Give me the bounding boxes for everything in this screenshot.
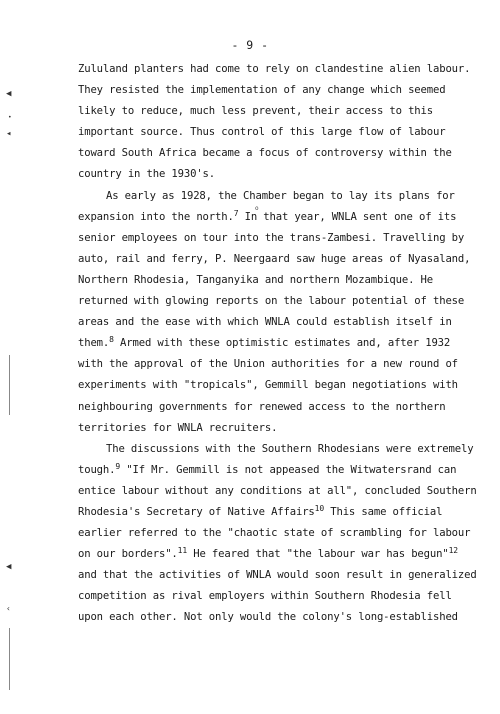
text-line bbox=[78, 481, 478, 502]
text-line bbox=[78, 228, 478, 249]
text-line bbox=[78, 291, 478, 312]
text-line bbox=[78, 101, 478, 122]
text-line bbox=[78, 312, 478, 333]
text-line bbox=[78, 544, 478, 565]
text-line-content: competition as rival employers within Southern Rhodesia fell bbox=[78, 590, 452, 603]
text-line-content: tough. bbox=[78, 463, 116, 476]
text-line-content: with the approval of the Union authorities for a new round of bbox=[78, 358, 458, 371]
text-line-content: toward South Africa became a focus of controversy within the bbox=[78, 147, 452, 160]
text-line bbox=[78, 143, 478, 164]
text-line-content: areas and the ease with which WNLA could establish itself in bbox=[78, 316, 452, 329]
text-line-content: The discussions with the Southern Rhodesians were extremely bbox=[106, 442, 474, 455]
text-line-content: Armed with these optimistic estimates and, after 1932 bbox=[113, 337, 451, 350]
text-line-content: them. bbox=[78, 337, 110, 350]
text-line-content: on our borders". bbox=[78, 548, 178, 561]
margin-rule bbox=[9, 355, 10, 415]
text-line-content: experiments with "tropicals", Gemmill began negotiations with bbox=[78, 379, 458, 392]
body-text bbox=[78, 59, 478, 629]
text-line-content: Rhodesia's Secretary of Native Affairs bbox=[78, 505, 315, 518]
text-line bbox=[78, 354, 478, 375]
margin-mark: ◀ bbox=[6, 89, 12, 99]
text-line bbox=[78, 249, 478, 270]
text-line bbox=[78, 397, 478, 418]
margin-mark: ‹ bbox=[6, 604, 11, 613]
text-line bbox=[78, 439, 478, 460]
text-line bbox=[78, 607, 478, 628]
text-line-content: important source. Thus control of this large flow of labour bbox=[78, 126, 446, 139]
text-line-content: earlier referred to the "chaotic state of scrambling for labour bbox=[78, 527, 471, 540]
page-number: - 9 - bbox=[231, 38, 269, 52]
text-line-content: Zululand planters had come to rely on clandestine alien labour. bbox=[78, 63, 471, 75]
stray-mark: o bbox=[255, 205, 259, 212]
footnote-ref: 8 bbox=[109, 335, 114, 345]
text-line bbox=[78, 523, 478, 544]
text-line-content: returned with glowing reports on the labour potential of these bbox=[78, 295, 465, 308]
margin-mark: • bbox=[8, 114, 12, 121]
text-line-content: senior employees on tour into the trans-Zambesi. Travelling by bbox=[78, 231, 465, 244]
text-line-content: territories for WNLA recruiters. bbox=[78, 421, 278, 434]
text-line-content: This same official bbox=[324, 505, 443, 518]
text-line bbox=[78, 375, 478, 396]
text-line bbox=[78, 186, 478, 207]
margin-mark: ◀ bbox=[6, 562, 12, 572]
text-line-content: neighbouring governments for renewed access to the northern bbox=[78, 400, 446, 413]
text-line bbox=[78, 460, 478, 481]
text-line bbox=[78, 586, 478, 607]
text-line-content: Northern Rhodesia, Tanganyika and northern Mozambique. He bbox=[78, 273, 433, 286]
margin-rule bbox=[9, 628, 10, 690]
text-line-content: and that the activities of WNLA would soon result in generalized bbox=[78, 569, 477, 582]
footnote-ref: 9 bbox=[115, 461, 121, 471]
text-line bbox=[78, 122, 478, 143]
footnote-ref: 12 bbox=[448, 546, 458, 556]
text-line-content: country in the 1930's. bbox=[78, 168, 216, 181]
footnote-ref: 10 bbox=[314, 503, 325, 513]
text-line-content: auto, rail and ferry, P. Neergaard saw huge areas of Nyasaland, bbox=[78, 252, 471, 265]
footnote-ref: 11 bbox=[177, 546, 187, 556]
text-line bbox=[78, 270, 478, 291]
text-line bbox=[78, 207, 478, 228]
text-line-content: likely to reduce, much less prevent, their access to this bbox=[78, 105, 433, 118]
text-line-content: "If Mr. Gemmill is not appeased the Witwatersrand can bbox=[120, 463, 457, 476]
text-line bbox=[78, 565, 478, 586]
text-line bbox=[78, 59, 478, 80]
text-line-content: As early as 1928, the Chamber began to lay its plans for bbox=[106, 189, 455, 202]
text-line bbox=[78, 502, 478, 523]
text-line bbox=[78, 164, 478, 185]
margin-mark: ◂ bbox=[6, 129, 12, 139]
text-line-content: entice labour without any conditions at all", concluded Southern bbox=[78, 484, 477, 497]
text-line-content: upon each other. Not only would the colony's long-established bbox=[78, 611, 458, 624]
text-line-content: In that year, WNLA sent one of its bbox=[238, 210, 457, 223]
text-line-content: They resisted the implementation of any change which seemed bbox=[78, 84, 446, 97]
footnote-ref: 7 bbox=[233, 208, 239, 218]
text-line-content: He feared that "the labour war has begun" bbox=[187, 548, 449, 561]
text-line bbox=[78, 80, 478, 101]
text-line-content: expansion into the north. bbox=[78, 210, 234, 223]
text-line bbox=[78, 333, 478, 354]
text-line bbox=[78, 418, 478, 439]
